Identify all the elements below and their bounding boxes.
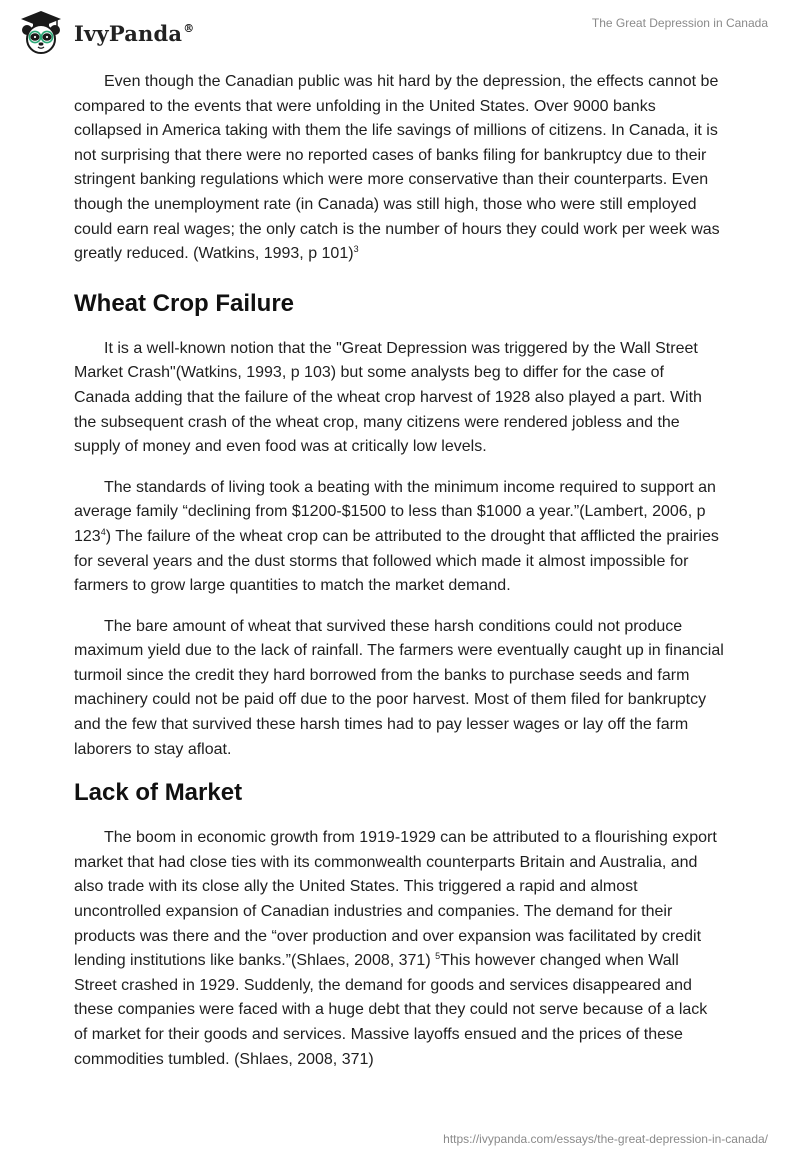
registered-mark: ® xyxy=(183,21,195,35)
paragraph xyxy=(74,826,724,1072)
paragraph-text: The standards of living took a beating with the minimum income required to support an average family “declining from $1200-$1500 to less than $1000 a year.”(Lambert, 2006, p 123 xyxy=(74,478,716,545)
paragraph-text: Even though the Canadian public was hit hard by the depression, the effects cannot be compared to the events that were unfolding in the United States. Over 9000 banks collapsed in America taking with them the life savings of millions of citizens. In Canada, it is not surprising that there were no reported cases of banks filing for bankruptcy due to their stringent banking regulations which were more conservative than their counterparts. Even though the unemployment rate (in Canada) was still high, those who were still employed could earn real wages; the only catch is the number of hours they could work per week was greatly reduced. (Watkins, 1993, p 101) xyxy=(74,73,720,263)
paragraph-text: ) The failure of the wheat crop can be attributed to the drought that afflicted the prairies for several years and the dust storms that followed which made it almost impossible for farmers to grow large quantities to match the market demand. xyxy=(74,527,719,595)
footnote-ref[interactable]: 4 xyxy=(100,526,106,537)
paragraph xyxy=(74,476,724,599)
paragraph: The bare amount of wheat that survived these harsh conditions could not produce maximum yield due to the lack of rainfall. The farmers were eventually caught up in financial turmoil since the credit they hard borrowed from the banks to purchase seeds and farm machinery could not be paid off due to the poor harvest. Most of them filed for bankruptcy and the few that survived these harsh times had to pay lesser wages or lay off the farm laborers to stay afloat. xyxy=(74,617,724,758)
paragraph-text: The boom in economic growth from 1919-1929 can be attributed to a flourishing export market that had close ties with its commonwealth counterparts Britain and Australia, and also trade with its close ally the United States. This triggered a rapid and almost uncontrolled expansion of Canadian industries and companies. The demand for their products was there and the “over production and over expansion was facilitated by credit lending institutions like banks.”(Shlaes, 2008, 371) xyxy=(74,829,717,970)
document-title: The Great Depression in Canada xyxy=(591,16,768,30)
paragraph: It is a well-known notion that the "Great Depression was triggered by the Wall Street Market Crash"(Watkins, 1993, p 103) but some analysts beg to differ for the case of Canada adding that the failure of the wheat crop harvest of 1928 also played a part. With the subsequent crash of the wheat crop, many citizens were rendered jobless and the supply of money and even food was at critically low levels. xyxy=(74,339,702,456)
brand-name-text: IvyPanda xyxy=(74,20,183,46)
panda-graduate-icon xyxy=(16,8,66,58)
footnote-ref[interactable]: 3 xyxy=(353,244,359,255)
source-url[interactable]: https://ivypanda.com/essays/the-great-depression-in-canada/ xyxy=(443,1132,768,1146)
footnote-ref[interactable]: 5 xyxy=(435,951,441,962)
paragraph-text: This however changed when Wall Street crashed in 1929. Suddenly, the demand for goods and services disappeared and these companies were faced with a huge debt that they could not serve because of a lack of market for their goods and services. Massive layoffs ensued and the prices of these commodities tumbled. (Shlaes, 2008, 371) xyxy=(74,952,708,1068)
section-heading-lack-of-market: Lack of Market xyxy=(74,779,243,807)
essay-body xyxy=(74,70,724,1088)
paragraph xyxy=(74,70,724,267)
brand-name xyxy=(74,21,194,46)
page-header xyxy=(0,0,800,66)
brand-logo[interactable] xyxy=(16,8,194,58)
section-heading-wheat-crop-failure: Wheat Crop Failure xyxy=(74,289,295,317)
